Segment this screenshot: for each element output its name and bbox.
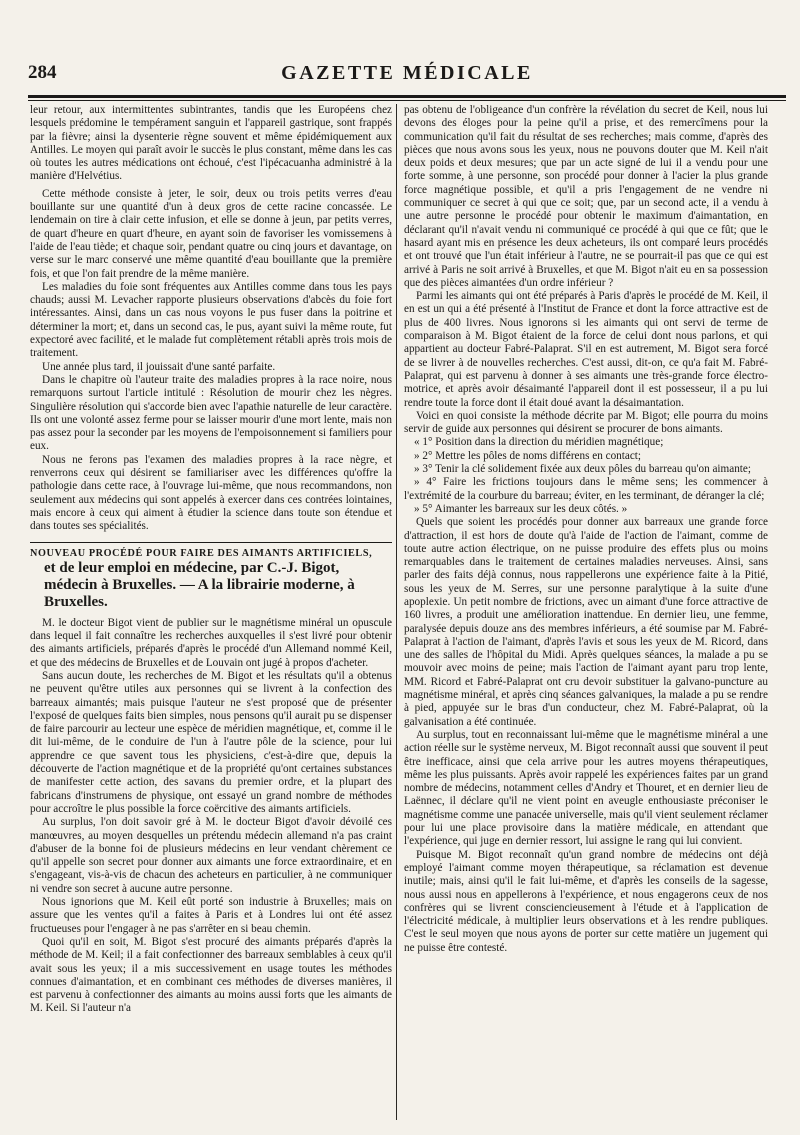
masthead-title: GAZETTE MÉDICALE [281, 62, 533, 84]
method-step: « 1° Position dans la direction du méridien magnétique; [414, 436, 664, 449]
right-column [404, 104, 768, 955]
paragraph: Quoi qu'il en soit, M. Bigot s'est procuré des aimants préparés d'après la méthode de M. Keil; il a fait confectionner des barreaux semblables à ceux qu'il avait sous les yeux; il a mis successivement en usage toutes les méthodes connues d'aimantation, et en combinant ces méthodes de diverses manières, il est parvenu à confectionner des aimants au moins aussi forts que les aimants de M. Keil. Si l'auteur n'a [30, 935, 392, 1015]
paragraph: M. le docteur Bigot vient de publier sur le magnétisme minéral un opuscule dans lequel il fait connaître les recherches auxquelles il s'est livré pour obtenir des aimants artificiels, préparés d'après le procédé d'un Allemand nommé Keil, et que des médecins de Bruxelles et de Louvain ont jugé à propos d'acheter. [30, 616, 392, 669]
paragraph: Au surplus, tout en reconnaissant lui-même que le magnétisme minéral a une action réelle sur le système nerveux, M. Bigot reconnaît aussi que souvent il peut être inefficace, ainsi que cela arrive pour les autres moyens thérapeutiques, même les plus puissants. Après avoir rappelé les expériences faites par un grand nombre de médecins, notamment celles d'Andry et Thouret, et en dernier lieu de Laënnec, il déclare qu'il ne vient point en aveugle enthousiaste préconiser le magnétisme comme une panacée universelle, mais qu'il vient seulement réclamer pour lui une place provisoire dans la matière médicale, en attendant que l'expérience, qui juge en dernier ressort, lui assigne le rang qui lui convient. [404, 728, 768, 848]
paragraph: Voici en quoi consiste la méthode décrite par M. Bigot; elle pourra du moins servir de guide aux personnes qui désirent se procurer de bons aimants. [404, 409, 768, 436]
paragraph: Sans aucun doute, les recherches de M. Bigot et les résultats qu'il a obtenus ne peuvent qu'être utiles aux personnes qui se livrent à la confection des barreaux aimantés; mais puisque l'auteur ne s'est proposé que de présenter l'exposé de quelques faits bien simples, nous pensons qu'il aurait pu se dispenser de faire parcourir au lecteur une espèce de méridien magnétique, et, comme il le dit lui-même, de le conduire de l'un à l'autre pôle de la science, pour lui apprendre ce que savent tous les physiciens, c'est-à-dire que, depuis la découverte de l'action magnétique et de la propriété qu'ont certaines substances de manifester cette action, des savans du premier ordre, et la plupart des fabricans d'instrumens de physique, ont essayé un grand nombre de méthodes pour accroître le plus possible la force coërcitive des aimants artificiels. [30, 669, 392, 815]
method-step: » 5° Aimanter les barreaux sur les deux côtés. » [414, 502, 628, 515]
article-heading [30, 542, 392, 611]
page-header [28, 62, 786, 92]
header-rule-thin [28, 100, 786, 101]
paragraph: Cette méthode consiste à jeter, le soir, deux ou trois petits verres d'eau bouillante sur une quantité d'un à deux gros de cette racine concassée. Le lendemain on tire à clair cette infusion, et elle se donne à jeun, par petits verres, de quart d'heure en quart d'heure, en ayant soin de favoriser les vomissemens à l'aide de l'eau tiède; et chaque soir, pendant quatre ou cinq jours et davantage, on verse sur le marc conservé une même quantité d'eau bouillante que la première fois, et que l'on fait prendre de la même manière. [30, 187, 392, 280]
paragraph: Nous ignorions que M. Keil eût porté son industrie à Bruxelles; mais on assure que les ventes qu'il a faites à Paris et à Londres lui ont été assez fructueuses pour l'engager à ne pas s'arrêter en si beau chemin. [30, 896, 392, 935]
paragraph: Puisque M. Bigot reconnaît qu'un grand nombre de médecins ont déjà employé l'aimant comme moyen thérapeutique, sa réclamation est devenue inutile; mais, ainsi qu'il le fait lui-même, et d'après les conseils de la sagesse, nous aussi nous en appellerons à l'expérience, et nous engagerons ceux de nos confrères qui se livrent consciencieusement à l'étude et à l'application de l'électricité médicale, à multiplier leurs observations et à les rendre publiques. C'est le seul moyen que nous ayons de porter sur cette matière un jugement qui ne puisse être contesté. [404, 848, 768, 954]
paragraph: Une année plus tard, il jouissait d'une santé parfaite. [42, 360, 276, 373]
method-step: » 4° Faire les frictions toujours dans le même sens; les commencer à l'extrémité de la courbure du barreau; éviter, en les terminant, de déranger la clé; [404, 476, 768, 502]
paragraph: Au surplus, l'on doit savoir gré à M. le docteur Bigot d'avoir dévoilé ces manœuvres, au moyen desquelles un prétendu médecin allemand n'a pas craint d'abuser de la bonne foi de plusieurs médecins en leur vendant chèrement ce qu'il appelle son secret pour donner aux aimants une force extraordinaire, et en s'engageant, vis-à-vis de chacun des acheteurs en particulier, à ne communiquer ni vendre son secret à aucune autre personne. [30, 816, 392, 895]
paragraph: Dans le chapitre où l'auteur traite des maladies propres à la race noire, nous remarquons surtout l'article intitulé : Résolution de mourir chez les nègres. Singulière résolution qui s'accorde bien avec l'apathie naturelle de leur caractère. Ils ont une volonté assez ferme pour se laisser mourir d'une mort lente, mais non pas assez pour la seconder par les moyens de l'empoisonnement si familiers pour eux. [30, 373, 392, 453]
page-number: 284 [28, 62, 57, 83]
paragraph: Quels que soient les procédés pour donner aux barreaux une grande force d'attraction, il est hors de doute qu'à l'aide de l'action de l'aimant, comme de toute autre action électrique, on ne puisse produire des effets plus ou moins remarquables dans le traitement de certaines maladies nerveuses. Ainsi, sans parler des faits déjà connus, nous rappellerons une expérience faite à la Pitié, sous les yeux de M. Serres, sur une personne paralytique à la suite d'une apoplexie. Un petit nombre de frictions, avec un aimant d'une force attractive de 160 livres, a produit une amélioration inattendue. En dernier lieu, une femme, paralysée depuis douze ans des membres inférieurs, a été soumise par M. Fabré-Palaprat à l'action de l'aimant, d'après l'avis et sous les yeux de M. Ricord, dans une des salles de l'hôpital du Midi. Après quelques séances, la malade a pu se mouvoir avec moins de peine; mais l'action de l'aimant ayant paru trop lente, MM. Ricord et Fabré-Palaprat ont cru devoir substituer la galvano-puncture au magnétisme minéral, et après cinq séances galvaniques, la malade a pu se rendre à pied, appuyée sur le bras d'un conducteur, chez M. Fabré-Palaprat, où la galvanisation a été continuée. [404, 516, 768, 728]
paragraph: leur retour, aux intermittentes subintrantes, tandis que les Européens chez lesquels prédomine le tempérament sanguin et l'appareil gastrique, sont frappés par la fièvre; ainsi la dysenterie règne souvent et même épidémiquement aux Antilles. Le moyen qui paraît avoir le succès le plus constant, même dans les cas où toutes les autres médications ont échoué, c'est l'ipécacuanha administré à la manière d'Helvétius. [30, 104, 392, 183]
article-title: et de leur emploi en médecine, par C.-J. Bigot, médecin à Bruxelles. — A la librairie moderne, à Bruxelles. [44, 559, 355, 610]
paragraph: pas obtenu de l'obligeance d'un confrère la révélation du secret de Keil, nous lui devons des éloges pour la peine qu'il a prise, et des remercîmens pour la communication qu'il fait du résultat de ses recherches; mais comme, d'après des pièces que nous avons sous les yeux, nous ne pouvons douter que M. Keil n'ait deux poids et deux mesures; que par un acte signé de lui il a vendu pour une forte somme, à une personne, son procédé pour donner à l'acier la plus grande force magnétique possible, et qu'il a pris l'engagement de ne vendre ni communiquer ce secret à qui que ce soit; que, par un second acte, il a vendu à une autre personne le procédé pour obtenir le maximum d'aimantation, en déclarant qu'il n'avait vendu ni communiqué ce procédé à qui que ce fût; que le hasard ayant mis en présence les deux acheteurs, ils ont comparé leurs procédés et ont trouvé que l'un était inférieur à l'autre, ne se pourrait-il pas que ce qui est arrivé à Paris ne soit arrivé à Bruxelles, et que M. Bigot n'ait eu en sa possession que des pièces aimantées d'un ordre inférieur ? [404, 104, 768, 289]
method-step: » 3° Tenir la clé solidement fixée aux deux pôles du barreau qu'on aimante; [414, 463, 751, 476]
paragraph: Les maladies du foie sont fréquentes aux Antilles comme dans tous les pays chauds; aussi M. Levacher rapporte plusieurs observations d'abcès du foie fort intéressantes. Ainsi, dans un cas nous voyons le pus fuser dans la poitrine et déterminer la mort; et, dans un second cas, le pus, ayant suivi la même route, fut expectoré avec facilité, et le malade fut complètement rétabli après trois mois de traitement. [30, 280, 392, 360]
article-kicker: NOUVEAU PROCÉDÉ POUR FAIRE DES AIMANTS ARTIFICIELS, [30, 547, 373, 559]
column-separator [396, 104, 397, 1120]
paragraph: Parmi les aimants qui ont été préparés à Paris d'après le procédé de M. Keil, il en est un qui a été présenté à l'Institut de France et dont la force attractive est de plus de 400 livres. Nous ignorons si les aimants qui ont servi de terme de comparaison à M. Bigot étaient de la force de celui dont nous parlons, et qui appartient au docteur Fabré-Palaprat. S'il en est autrement, M. Bigot sera forcé de se livrer à de nouvelles recherches. C'est aussi, dit-on, ce qu'a fait M. Fabré-Palaprat, qui est parvenu à donner à ses aimants une très-grande force électro-motrice, et après avoir désaimanté l'appareil dont il est possesseur, il a pu lui rendre toute la force dont il était doué avant la désaimantation. [404, 290, 768, 409]
paragraph: Nous ne ferons pas l'examen des maladies propres à la race nègre, et renverrons ceux qui désirent se familiariser avec les différences qu'offre la pathologie dans cette race, à l'ouvrage lui-même, que nous recommandons, non seulement aux médecins qui sont appelés à exercer dans ces contrées lointaines, mais encore à ceux qui aiment à étudier la science dans toute son étendue et dans toutes ses spécialités. [30, 453, 392, 533]
method-step: » 2° Mettre les pôles de noms différens en contact; [414, 449, 642, 462]
left-column [30, 104, 392, 1016]
header-rule-thick [28, 95, 786, 98]
